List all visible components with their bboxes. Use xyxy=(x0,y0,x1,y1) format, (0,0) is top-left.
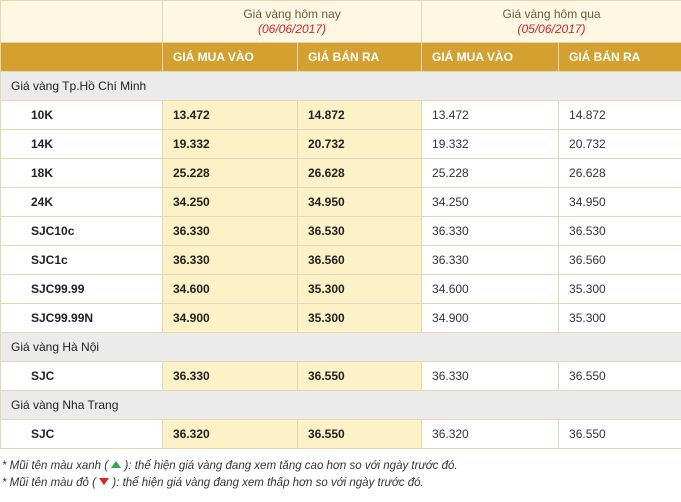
yesterday-date: (05/06/2017) xyxy=(517,22,586,36)
table-row xyxy=(1,159,681,188)
buy-today-value: 36.330 xyxy=(163,217,298,246)
buy-yesterday-value: 25.228 xyxy=(422,159,559,188)
gold-type: 10K xyxy=(1,101,163,130)
table-row xyxy=(1,420,681,449)
gold-type: SJC99.99N xyxy=(1,304,163,333)
table-row xyxy=(1,275,681,304)
today-title: Giá vàng hôm nay xyxy=(243,7,341,21)
note-increase xyxy=(0,458,681,475)
sell-today-value: 26.628 xyxy=(298,159,422,188)
sell-yesterday-value: 14.872 xyxy=(559,101,681,130)
note-decrease xyxy=(0,475,681,492)
col-sell-yesterday: GIÁ BÁN RA xyxy=(559,43,681,72)
buy-yesterday-value: 34.250 xyxy=(422,188,559,217)
sell-yesterday-value: 35.300 xyxy=(559,304,681,333)
sell-yesterday-value: 36.560 xyxy=(559,246,681,275)
today-date: (06/06/2017) xyxy=(257,22,327,36)
buy-today-value: 36.330 xyxy=(163,362,298,391)
sell-today-value: 36.550 xyxy=(298,420,422,449)
region-row xyxy=(1,333,681,362)
buy-yesterday-value: 36.320 xyxy=(422,420,559,449)
sell-today-value: 14.872 xyxy=(298,101,422,130)
yesterday-header xyxy=(422,1,681,43)
buy-yesterday-value: 19.332 xyxy=(422,130,559,159)
sell-yesterday-value: 36.530 xyxy=(559,217,681,246)
buy-today-value: 34.600 xyxy=(163,275,298,304)
gold-type: 24K xyxy=(1,188,163,217)
gold-type: SJC1c xyxy=(1,246,163,275)
sell-yesterday-value: 36.550 xyxy=(559,362,681,391)
col-buy-today: GIÁ MUA VÀO xyxy=(163,43,298,72)
table-row xyxy=(1,362,681,391)
buy-yesterday-value: 36.330 xyxy=(422,217,559,246)
sell-yesterday-value: 35.300 xyxy=(559,275,681,304)
buy-today-value: 34.250 xyxy=(163,188,298,217)
sell-today-value: 36.530 xyxy=(298,217,422,246)
table-row xyxy=(1,217,681,246)
green-up-arrow-icon xyxy=(111,461,121,468)
gold-type: SJC xyxy=(1,362,163,391)
col-sell-today: GIÁ BÁN RA xyxy=(298,43,422,72)
sell-yesterday-value: 20.732 xyxy=(559,130,681,159)
legend-notes xyxy=(0,458,681,492)
note-decrease-text: ): thể hiện giá vàng đang xem thấp hơn so với ngày trước đó. xyxy=(112,477,424,489)
today-header xyxy=(163,1,422,43)
header-blank-cell xyxy=(1,1,163,43)
buy-today-value: 36.330 xyxy=(163,246,298,275)
table-row xyxy=(1,130,681,159)
note-decrease-prefix: * Mũi tên màu đỏ ( xyxy=(2,477,96,489)
gold-type: 14K xyxy=(1,130,163,159)
note-increase-prefix: * Mũi tên màu xanh ( xyxy=(2,460,109,472)
region-row xyxy=(1,391,681,420)
buy-today-value: 19.332 xyxy=(163,130,298,159)
buy-today-value: 34.900 xyxy=(163,304,298,333)
buy-yesterday-value: 34.600 xyxy=(422,275,559,304)
gold-type: SJC xyxy=(1,420,163,449)
region-title: Giá vàng Tp.Hồ Chí Minh xyxy=(1,72,681,101)
table-row xyxy=(1,101,681,130)
buy-today-value: 25.228 xyxy=(163,159,298,188)
buy-yesterday-value: 13.472 xyxy=(422,101,559,130)
table-row xyxy=(1,188,681,217)
gold-type: 18K xyxy=(1,159,163,188)
buy-yesterday-value: 36.330 xyxy=(422,362,559,391)
sell-yesterday-value: 34.950 xyxy=(559,188,681,217)
region-title: Giá vàng Hà Nội xyxy=(1,333,681,362)
sell-yesterday-value: 36.550 xyxy=(559,420,681,449)
column-header-row xyxy=(1,43,681,72)
sell-today-value: 34.950 xyxy=(298,188,422,217)
col-buy-yesterday: GIÁ MUA VÀO xyxy=(422,43,559,72)
buy-today-value: 13.472 xyxy=(163,101,298,130)
buy-yesterday-value: 34.900 xyxy=(422,304,559,333)
table-row xyxy=(1,246,681,275)
gold-type: SJC99.99 xyxy=(1,275,163,304)
date-header-row xyxy=(1,1,681,43)
note-increase-text: ): thể hiện giá vàng đang xem tăng cao hơn so với ngày trước đó. xyxy=(124,460,458,472)
gold-type: SJC10c xyxy=(1,217,163,246)
region-title: Giá vàng Nha Trang xyxy=(1,391,681,420)
region-row xyxy=(1,72,681,101)
column-header-blank xyxy=(1,43,163,72)
sell-today-value: 35.300 xyxy=(298,275,422,304)
sell-today-value: 20.732 xyxy=(298,130,422,159)
sell-today-value: 36.560 xyxy=(298,246,422,275)
buy-yesterday-value: 36.330 xyxy=(422,246,559,275)
sell-today-value: 36.550 xyxy=(298,362,422,391)
sell-yesterday-value: 26.628 xyxy=(559,159,681,188)
table-row xyxy=(1,304,681,333)
buy-today-value: 36.320 xyxy=(163,420,298,449)
yesterday-title: Giá vàng hôm qua xyxy=(502,7,601,21)
sell-today-value: 35.300 xyxy=(298,304,422,333)
red-down-arrow-icon xyxy=(99,478,109,485)
